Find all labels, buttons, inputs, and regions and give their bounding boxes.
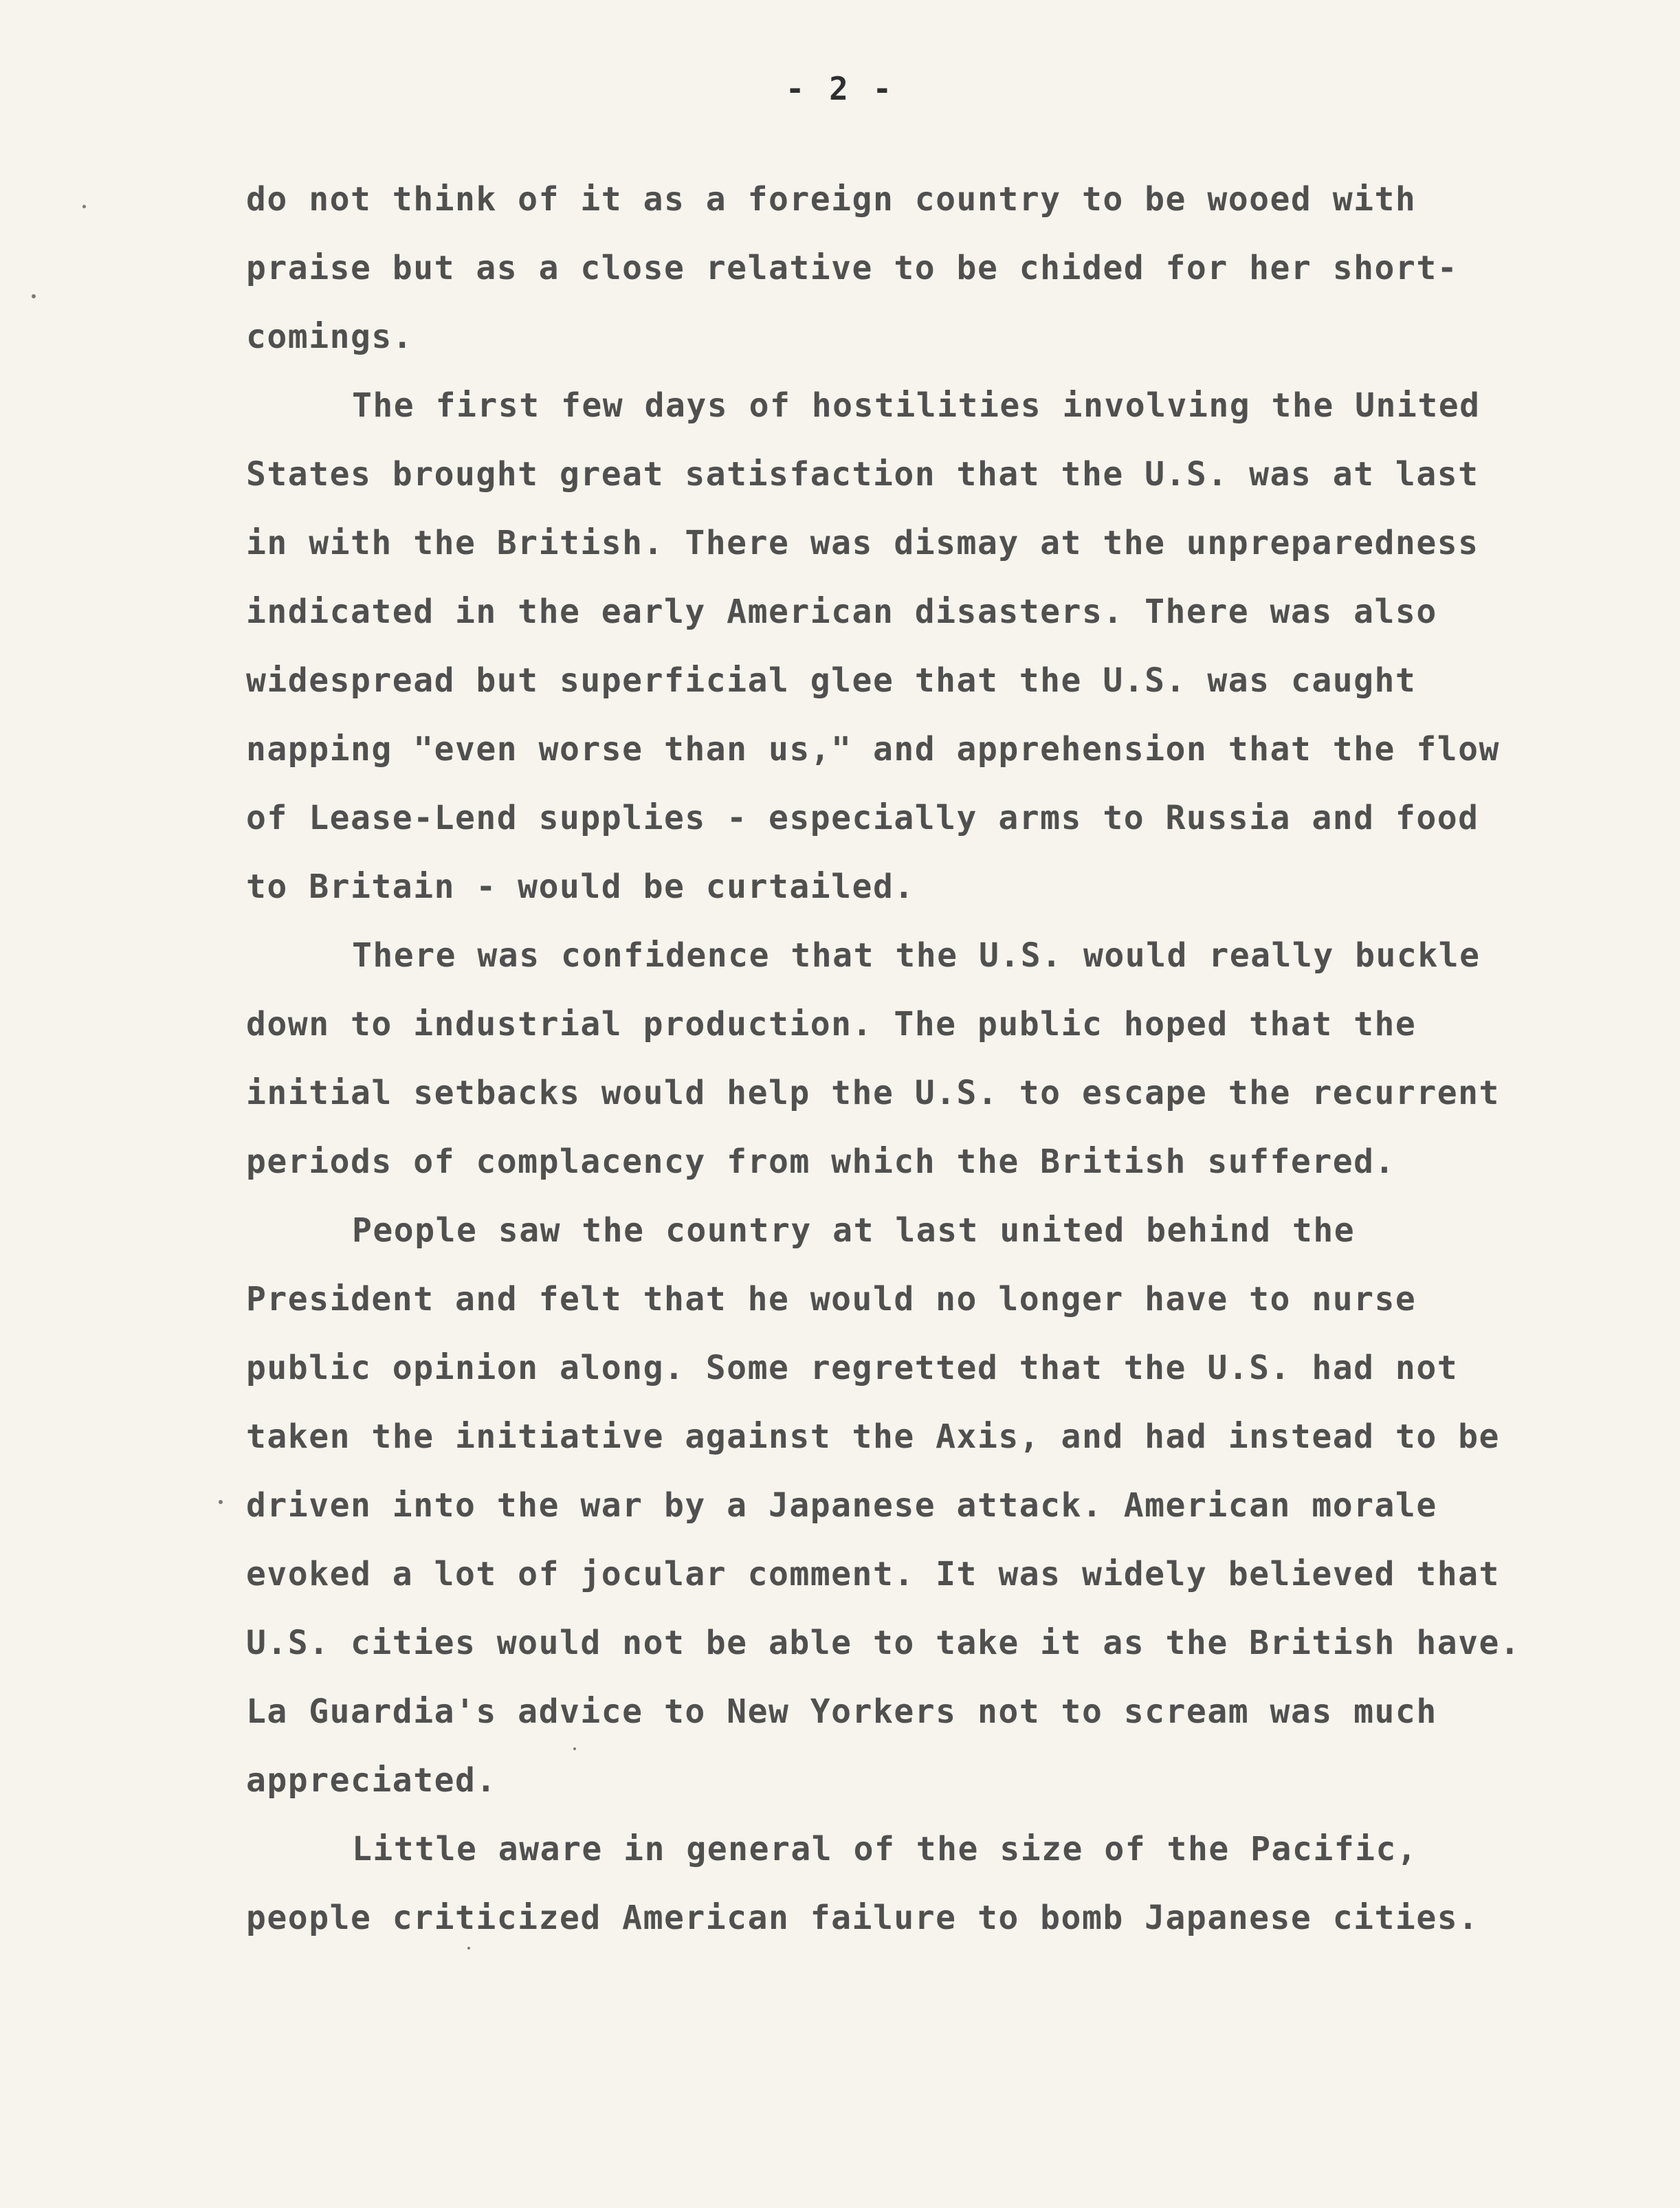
text-line: napping "even worse than us," and apprehension that the flow — [246, 730, 1500, 769]
typed-body-text — [246, 165, 1538, 1952]
text-line: public opinion along. Some regretted that the U.S. had not — [246, 1349, 1459, 1387]
text-line: of Lease-Lend supplies - especially arms to Russia and food — [246, 799, 1479, 837]
text-line: La Guardia's advice to New Yorkers not to scream was much — [246, 1692, 1437, 1731]
text-line: comings. — [246, 318, 414, 356]
text-line: U.S. cities would not be able to take it as the British have. — [246, 1624, 1521, 1662]
text-line: indicated in the early American disasters. There was also — [246, 593, 1437, 631]
text-line: taken the initiative against the Axis, and had instead to be — [246, 1417, 1500, 1456]
text-line: down to industrial production. The public hoped that the — [246, 1005, 1417, 1044]
paragraph-first-line: There was confidence that the U.S. would really buckle — [352, 936, 1481, 975]
paper-speck — [219, 1500, 223, 1504]
text-line: driven into the war by a Japanese attack. American morale — [246, 1486, 1437, 1525]
text-line: do not think of it as a foreign country to be wooed with — [246, 180, 1417, 219]
paper-speck — [82, 205, 86, 208]
text-line: States brought great satisfaction that the U.S. was at last — [246, 455, 1479, 494]
text-line: evoked a lot of jocular comment. It was widely believed that — [246, 1555, 1500, 1593]
text-line: praise but as a close relative to be chided for her short- — [246, 249, 1459, 287]
paper-speck — [32, 294, 36, 298]
page-number: - 2 - — [785, 70, 895, 107]
text-line: periods of complacency from which the British suffered. — [246, 1142, 1395, 1181]
text-line: in with the British. There was dismay at the unpreparedness — [246, 524, 1479, 562]
text-line: people criticized American failure to bomb Japanese cities. — [246, 1899, 1479, 1937]
text-line: widespread but superficial glee that the U.S. was caught — [246, 661, 1417, 700]
text-line: to Britain - would be curtailed. — [246, 868, 915, 906]
paragraph-first-line: Little aware in general of the size of the Pacific, — [352, 1830, 1418, 1868]
paragraph-first-line: People saw the country at last united behind the — [352, 1211, 1356, 1250]
paragraph-first-line: The first few days of hostilities involving the United — [352, 386, 1481, 425]
text-line: initial setbacks would help the U.S. to escape the recurrent — [246, 1074, 1500, 1112]
text-line: President and felt that he would no longer have to nurse — [246, 1280, 1417, 1318]
text-line: appreciated. — [246, 1761, 497, 1800]
